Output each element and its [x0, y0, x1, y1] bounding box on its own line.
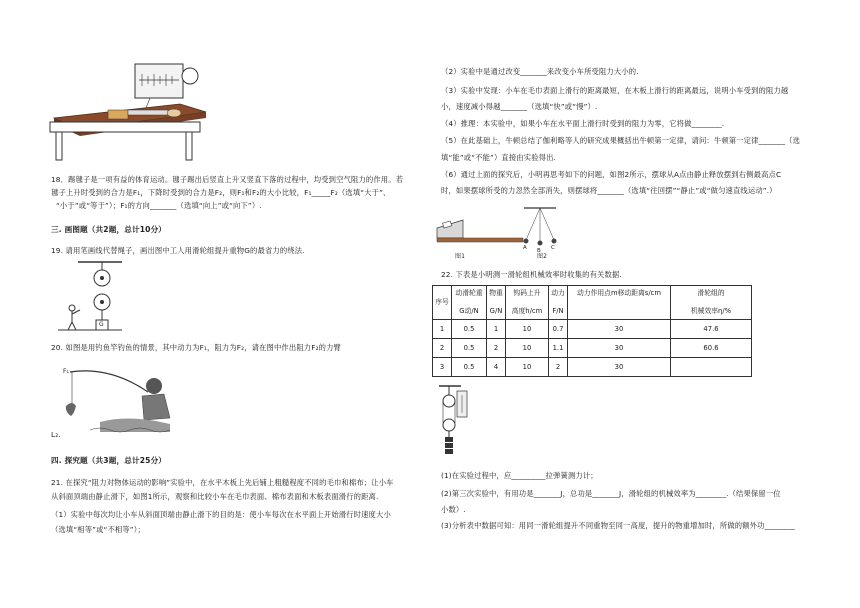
q21-line-2: 从斜面顶端由静止滑下，如图1所示，观察和比较小车在毛巾表面、棉布表面和木板表面滑行的距离.: [51, 492, 379, 501]
header-cell: 动力 F/N: [549, 286, 568, 320]
header-cell: 物重 G/N: [487, 286, 506, 320]
figure-2-caption: 图2: [537, 253, 548, 260]
table-cell: [671, 358, 752, 377]
table-cell: 47.6: [671, 320, 752, 339]
q18-line-2: 毽子上升时受到的合力是F₁，下降时受到的合力是F₂，则F₁和F₂的大小比较，F₁_____F₂（选填“大于”、: [51, 188, 391, 197]
q22-text: 22. 下表是小明测一滑轮组机械效率时收集的有关数据.: [441, 270, 622, 279]
figure-1-caption: 图1: [455, 253, 466, 260]
header-cell: 序号: [433, 286, 452, 320]
q18-line-3: “小于”或“等于”）；F₁的方向_______（选填“向上”或“向下”）.: [56, 201, 262, 210]
q21-3-line-1: （3）实验中发现：小车在毛巾表面上滑行的距离最短，在木板上滑行的距离最远，说明小车受到的阻力越: [441, 86, 789, 95]
table-cell: 0.5: [452, 358, 487, 377]
table-cell: 60.6: [671, 339, 752, 358]
table-cell: 2: [487, 339, 506, 358]
table-row: [433, 320, 752, 339]
header-cell: 动力作用点m移动距离s/cm: [568, 286, 671, 320]
section-4-heading: 四. 探究题（共3题，总计25分）: [51, 456, 167, 465]
table-cell: 1: [487, 320, 506, 339]
q22-3-text: (3)分析表中数据可知：用同一滑轮组提升不同重物至同一高度，提升的物重增加时，所做的额外功________: [441, 521, 795, 530]
q21-6-line-1: （6）通过上面的探究后，小明再思考如下的问题，如图2所示，摆球从A点由静止释放摆到右侧最高点C: [441, 170, 782, 179]
q18-line-1: 18．踢毽子是一项有益的体育运动。毽子踢出后竖直上升又竖直下落的过程中，均受到空气阻力的作用。若: [51, 175, 404, 184]
q21-2-text: （2）实验中是通过改变_______来改变小车所受阻力大小的.: [441, 67, 639, 76]
table-cell: 2: [549, 358, 568, 377]
header-cell: 钩码上升 高度h/cm: [506, 286, 549, 320]
q21-5-line-2: 填“能”或“不能”）直接由实验得出.: [441, 153, 556, 162]
table-cell: 0.5: [452, 320, 487, 339]
f1-label: F₁: [63, 368, 70, 375]
q21-5-line-1: （5）在此基础上，牛顿总结了伽利略等人的研究成果概括出牛顿第一定律，请问：牛顿第一定律_______（选: [441, 136, 801, 145]
q21-line-1: 21. 在探究“阻力对物体运动的影响”实验中，在水平木板上先后铺上粗糙程度不同的毛巾和棉布；让小车: [51, 478, 394, 487]
section-3-heading: 三. 画图题（共2题，总计10分）: [51, 225, 167, 234]
table-cell: 0.5: [452, 339, 487, 358]
q21-1-line-1: （1）实验中每次均让小车从斜面顶端由静止滑下的目的是：使小车每次在水平面上开始滑行时速度大小: [51, 510, 391, 519]
table-header-row: [433, 286, 752, 320]
q20-text: 20. 如图是用钓鱼竿钓鱼的情景，其中动力为F₁，阻力为F₂，请在图中作出阻力F₂的力臂: [51, 343, 341, 352]
table-cell: 10: [506, 358, 549, 377]
table-cell: 10: [506, 339, 549, 358]
efficiency-table: [432, 285, 752, 377]
l2-label: L₂.: [51, 430, 61, 439]
table-cell: 2: [433, 339, 452, 358]
pulley-worker-figure: [58, 262, 128, 332]
point-b-label: B: [537, 248, 541, 254]
fishing-figure: [60, 366, 180, 436]
q21-3-line-2: 小，速度减小得越_______（选填“快”或“慢”）.: [441, 102, 598, 111]
q22-2-line-1: (2)第三次实验中，有用功是_______J，总功是_______J，滑轮组的机械效率为________.（结果保留一位: [441, 489, 781, 498]
table-cell: 10: [506, 320, 549, 339]
point-a-label: A: [523, 245, 527, 251]
q19-text: 19. 请用笔画线代替绳子，画出图中工人用滑轮组提升重物G的最省力的绕法.: [51, 246, 305, 255]
table-cell: 3: [433, 358, 452, 377]
table-cell: 0.7: [549, 320, 568, 339]
table-cell: 30: [568, 358, 671, 377]
table-row: [433, 339, 752, 358]
table-row: [433, 358, 752, 377]
weight-g-label: G: [99, 321, 104, 328]
pulley-scale-figure: [437, 385, 477, 455]
table-cell: 1.1: [549, 339, 568, 358]
q21-6-line-2: 时，如果摆球所受的力忽然全部消失，则摆球将_______（选填“往回摆”“静止”或“做匀速直线运动”.）: [441, 186, 777, 195]
header-cell: 滑轮组的 机械效率η/%: [671, 286, 752, 320]
q21-1-line-2: （选填“相等”或“不相等”）；: [51, 525, 145, 534]
table-cell: 30: [568, 339, 671, 358]
table-cell: 4: [487, 358, 506, 377]
table-cell: 1: [433, 320, 452, 339]
point-c-label: C: [551, 245, 555, 251]
q22-1-text: (1)在实验过程中，应_________拉弹簧测力计；: [441, 471, 598, 480]
table-cell: 30: [568, 320, 671, 339]
q21-4-text: （4）推理：本实验中，如果小车在水平面上滑行时受到的阻力为零，它将做________.: [441, 119, 725, 128]
spring-scale-figure: [50, 60, 250, 160]
header-cell: 动滑轮重 G动/N: [452, 286, 487, 320]
q22-2-line-2: 小数）.: [441, 505, 466, 514]
